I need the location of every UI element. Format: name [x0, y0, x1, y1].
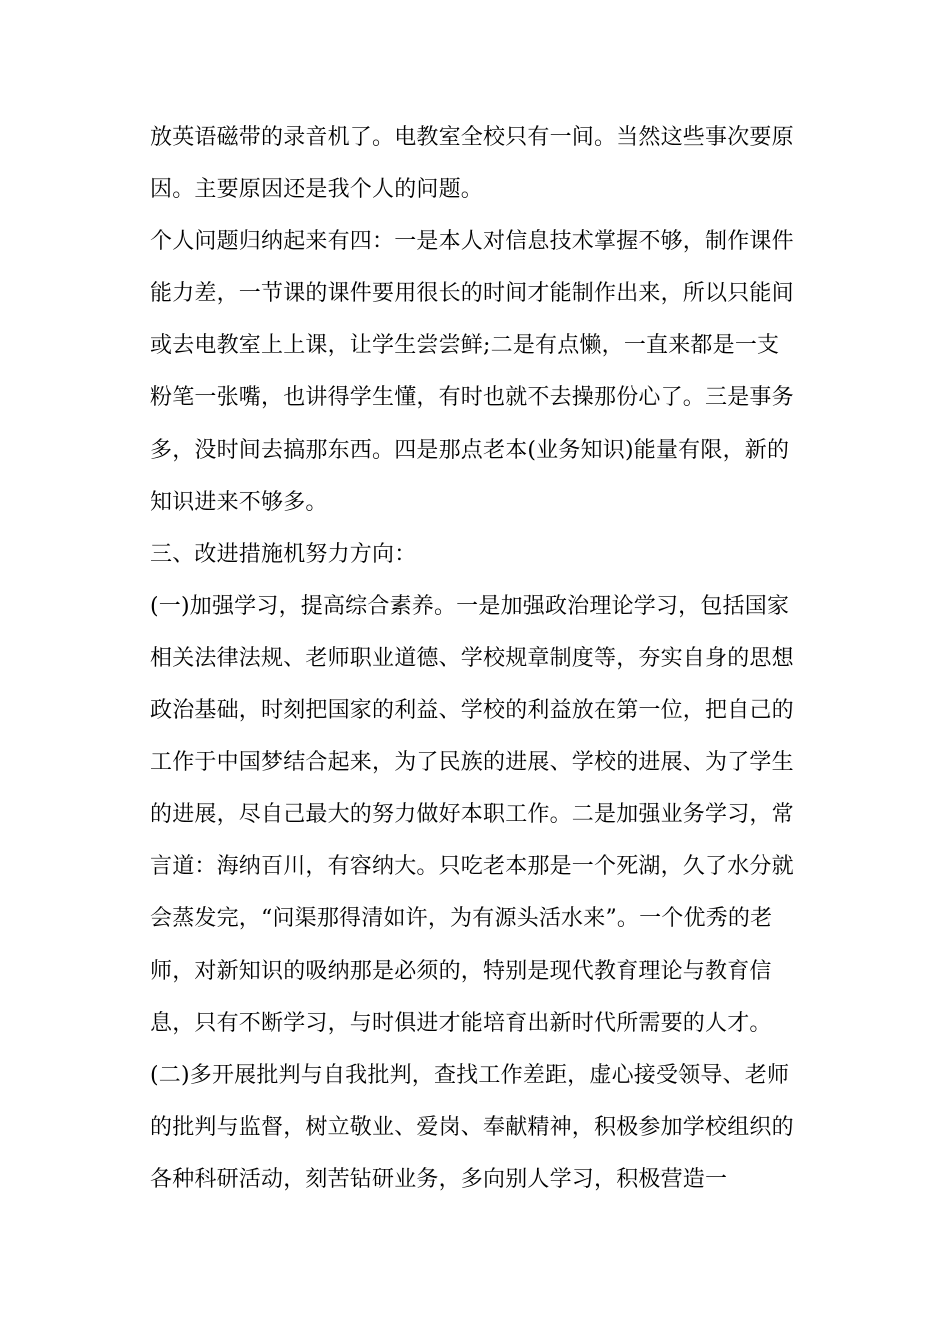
- text-line: 息，只有不断学习，与时俱进才能培育出新时代所需要的人才。: [150, 1010, 772, 1036]
- text-line: 相关法律法规、老师职业道德、学校规章制度等，夯实自身的思想: [150, 645, 794, 671]
- text-line: 或去电教室上上课，让学生尝尝鲜;二是有点懒，一直来都是一支: [150, 333, 780, 359]
- text-line: 的批判与监督，树立敬业、爱岗、奉献精神，积极参加学校组织的: [150, 1114, 794, 1140]
- text-line: 工作于中国梦结合起来，为了民族的进展、学校的进展、为了学生: [150, 750, 794, 776]
- text-line: 各种科研活动，刻苦钻研业务，多向别人学习，积极营造一: [150, 1166, 728, 1192]
- text-line: (二)多开展批判与自我批判，查找工作差距，虚心接受领导、老师: [150, 1062, 790, 1088]
- text-line: 因。主要原因还是我个人的问题。: [150, 177, 484, 203]
- body-text: [150, 112, 810, 1206]
- text-line: (一)加强学习，提高综合素养。一是加强政治理论学习，包括国家: [150, 593, 790, 619]
- text-line: 放英语磁带的录音机了。电教室全校只有一间。当然这些事次要原: [150, 125, 794, 150]
- text-line: 知识进来不够多。: [150, 489, 328, 515]
- text-line: 粉笔一张嘴，也讲得学生懂，有时也就不去操那份心了。三是事务: [150, 385, 794, 411]
- section-heading: 三、改进措施机努力方向：: [150, 541, 417, 567]
- text-line: 的进展，尽自己最大的努力做好本职工作。二是加强业务学习，常: [150, 802, 794, 828]
- text-line: 政治基础，时刻把国家的利益、学校的利益放在第一位，把自己的: [150, 698, 794, 724]
- text-line: 多，没时间去搞那东西。四是那点老本(业务知识)能量有限，新的: [150, 437, 790, 463]
- text-line: 会蒸发完，“问渠那得清如许，为有源头活水来”。一个优秀的老: [150, 906, 773, 932]
- text-line: 个人问题归纳起来有四：一是本人对信息技术掌握不够，制作课件: [150, 229, 794, 255]
- text-line: 师，对新知识的吸纳那是必须的，特别是现代教育理论与教育信: [150, 958, 772, 984]
- text-line: 能力差，一节课的课件要用很长的时间才能制作出来，所以只能间: [150, 281, 794, 307]
- text-line: 言道：海纳百川，有容纳大。只吃老本那是一个死湖，久了水分就: [150, 854, 794, 880]
